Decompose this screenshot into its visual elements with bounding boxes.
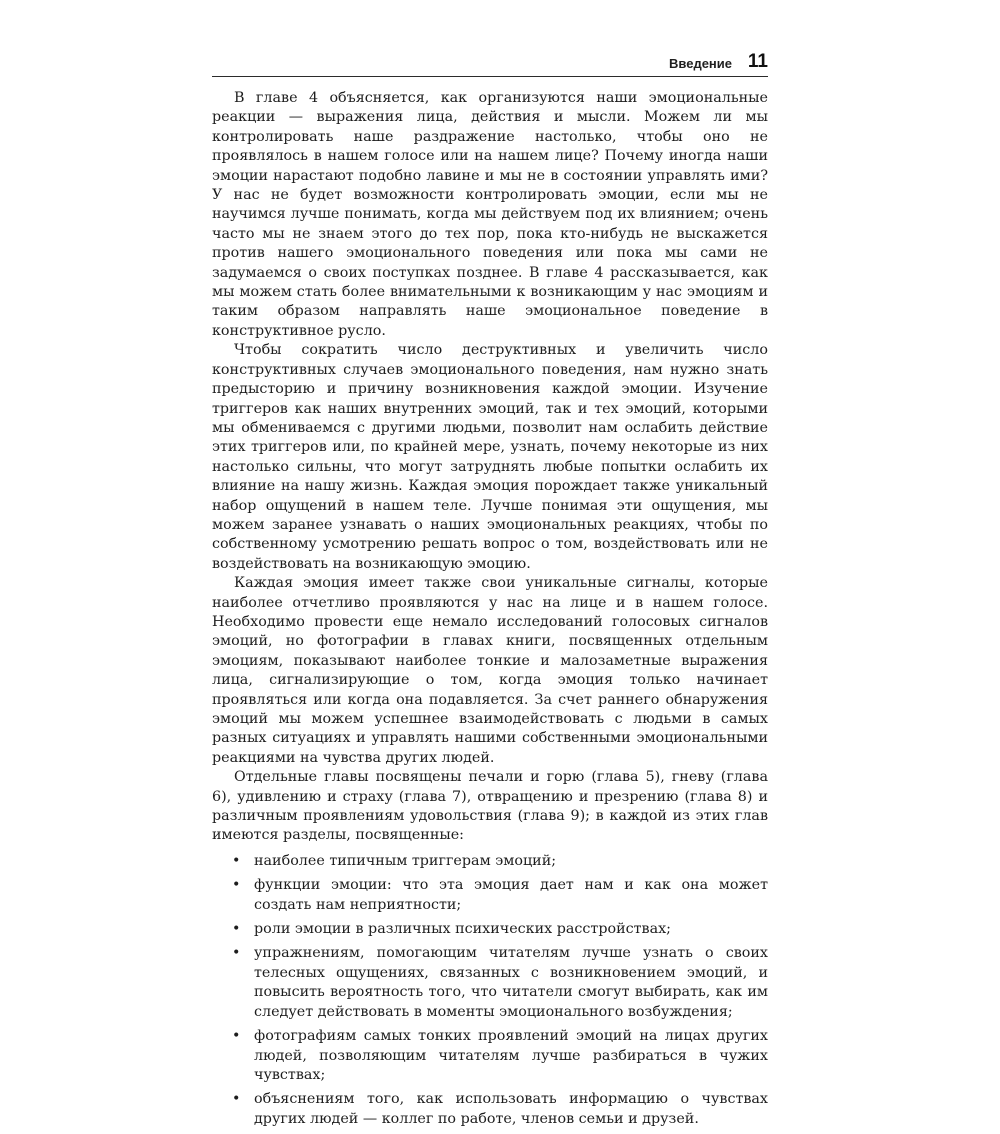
list-item [232,876,768,915]
topics-list [212,852,768,1129]
running-header [212,52,768,77]
paragraph: В главе 4 объясняется, как организуются наши эмоциональные реакции — выражения лица, действия и мысли. Можем ли мы контролировать наше раздражение настолько, чтобы оно не проявлялось в нашем голосе или на нашем лице? Почему иногда наши эмоции нарастают подобно лавине и мы не в состоянии управлять ими? У нас не будет возможности контролировать эмоции, если мы не научимся лучше понимать, когда мы действуем под их влиянием; очень часто мы не знаем этого до тех пор, пока кто-нибудь не выскажется против нашего эмоционального поведения или пока мы сами не задумаемся о своих поступках позднее. В главе 4 рассказывается, как мы можем стать более внимательными к возникающим у нас эмоциям и таким образом направлять наше эмоциональное поведение в конструктивное русло. [212,90,768,339]
list-item [232,1090,768,1129]
list-item [232,852,768,871]
bullet-icon: • [232,1091,241,1108]
list-item-text: наиболее типичным триггерам эмоций; [254,852,557,869]
list-item-text: роли эмоции в различных психических расстройствах; [254,921,671,938]
list-item [232,920,768,939]
bullet-icon: • [232,1028,241,1045]
page-number: 11 [747,51,768,72]
list-item [232,1027,768,1085]
bullet-icon: • [232,877,241,894]
list-item-text: упражнениям, помогающим читателям лучше узнать о своих телесных ощущениях, связанных с возникновением эмоций, и повысить вероятность того, что читатели смогут выбирать, как им следует действовать в моменты эмоционального возбуждения; [254,945,768,1020]
body-text [212,89,768,1134]
bullet-icon: • [232,921,241,938]
section-title: Введение [669,56,732,71]
bullet-icon: • [232,945,241,962]
list-item [232,944,768,1022]
paragraph: Каждая эмоция имеет также свои уникальные сигналы, которые наиболее отчетливо проявляются у нас на лице и в нашем голосе. Необходимо провести еще немало исследований голосовых сигналов эмоций, но фотографии в главах книги, посвященных отдельным эмоциям, показывают наиболее тонкие и малозаметные выражения лица, сигнализирующие о том, когда эмоция только начинает проявляться или когда она подавляется. За счет раннего обнаружения эмоций мы можем успешнее взаимодействовать с людьми в самых разных ситуациях и управлять нашими собственными эмоциональными реакциями на чувства других людей. [212,575,768,766]
paragraph: Отдельные главы посвящены печали и горю (глава 5), гневу (глава 6), удивлению и страху (глава 7), отвращению и презрению (глава 8) и различным проявлениям удовольствия (глава 9); в каждой из этих глав имеются разделы, посвященные: [212,769,768,844]
list-item-text: фотографиям самых тонких проявлений эмоций на лицах других людей, позволяющим читателям лучше разбираться в чужих чувствах; [254,1028,768,1083]
bullet-icon: • [232,852,241,869]
list-item-text: функции эмоции: что эта эмоция дает нам и как она может создать нам неприятности; [254,877,768,913]
paragraph: Чтобы сократить число деструктивных и увеличить число конструктивных случаев эмоционального поведения, нам нужно знать предысторию и причину возникновения каждой эмоции. Изучение триггеров как наших внутренних эмоций, так и тех эмоций, которыми мы обмениваемся с другими людьми, позволит нам ослабить действие этих триггеров или, по крайней мере, узнать, почему некоторые из них настолько сильны, что могут затруднять любые попытки ослабить их влияние на нашу жизнь. Каждая эмоция порождает также уникальный набор ощущений в нашем теле. Лучше понимая эти ощущения, мы можем заранее узнавать о наших эмоциональных реакциях, чтобы по собственному усмотрению решать вопрос о том, воздействовать или не воздействовать на возникающую эмоцию. [212,342,768,572]
list-item-text: объяснениям того, как использовать информацию о чувствах других людей — коллег по работе, членов семьи и друзей. [254,1091,768,1127]
